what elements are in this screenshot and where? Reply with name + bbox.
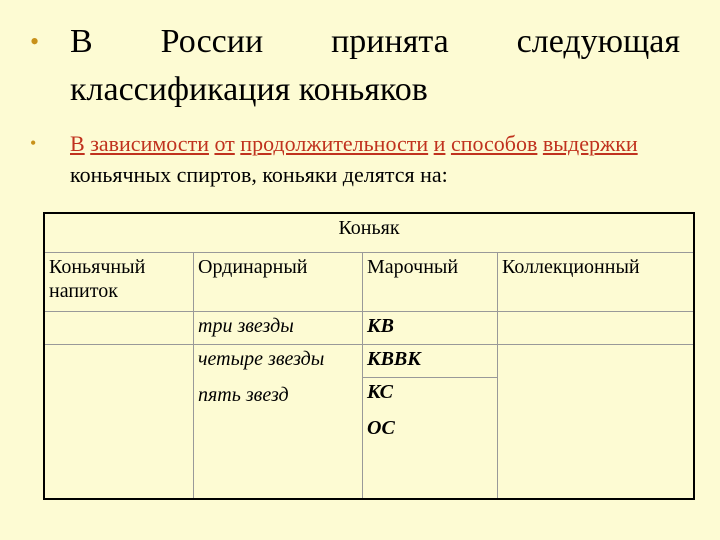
hyperlink-word[interactable]: и [433,131,446,156]
bullet-icon: • [30,27,40,56]
table-cell [363,345,498,378]
bullet-description [30,128,690,190]
category-cell: Коньячный напиток [44,253,194,312]
table-header-cell: Коньяк [44,213,694,253]
vintage-item: КВВК [367,348,421,370]
table-cell [194,345,363,500]
table-cell [498,312,695,345]
description-text [70,128,690,190]
heading-line-2: классификация коньяков [70,71,428,108]
table-cell: КВ [363,312,498,345]
table-cell: три звезды [194,312,363,345]
heading-word: следующая [516,23,680,60]
hyperlink-word[interactable]: от [214,131,235,156]
ordinary-item: четыре звезды [198,348,325,370]
table-cell [498,345,695,500]
heading-word: России [160,23,264,60]
table-header-row [44,213,694,253]
category-cell: Ординарный [194,253,363,312]
category-cell: Марочный [363,253,498,312]
heading-line-1 [70,18,680,66]
table-cell [363,378,498,500]
cognac-classification-table [43,212,695,500]
category-cell: Коллекционный [498,253,695,312]
hyperlink-word[interactable]: выдержки [542,131,638,156]
bullet-icon: • [30,133,37,153]
table-row [44,312,694,345]
description-rest: коньячных спиртов, коньяки делятся на: [70,162,448,187]
heading-word: принята [331,23,449,60]
hyperlink-word[interactable]: продолжительности [240,131,429,156]
bullet-heading [30,18,680,114]
hyperlink-word[interactable]: способов [450,131,538,156]
table-cell [44,345,194,500]
hyperlink-word[interactable]: В [70,131,85,156]
table-cell [44,312,194,345]
vintage-item: ОС [367,417,395,439]
heading-word: В [70,23,93,60]
vintage-item: КС [367,381,393,403]
ordinary-item: пять звезд [198,384,289,406]
table-category-row [44,253,694,312]
table-row [44,345,694,378]
hyperlink-word[interactable]: зависимости [90,131,209,156]
